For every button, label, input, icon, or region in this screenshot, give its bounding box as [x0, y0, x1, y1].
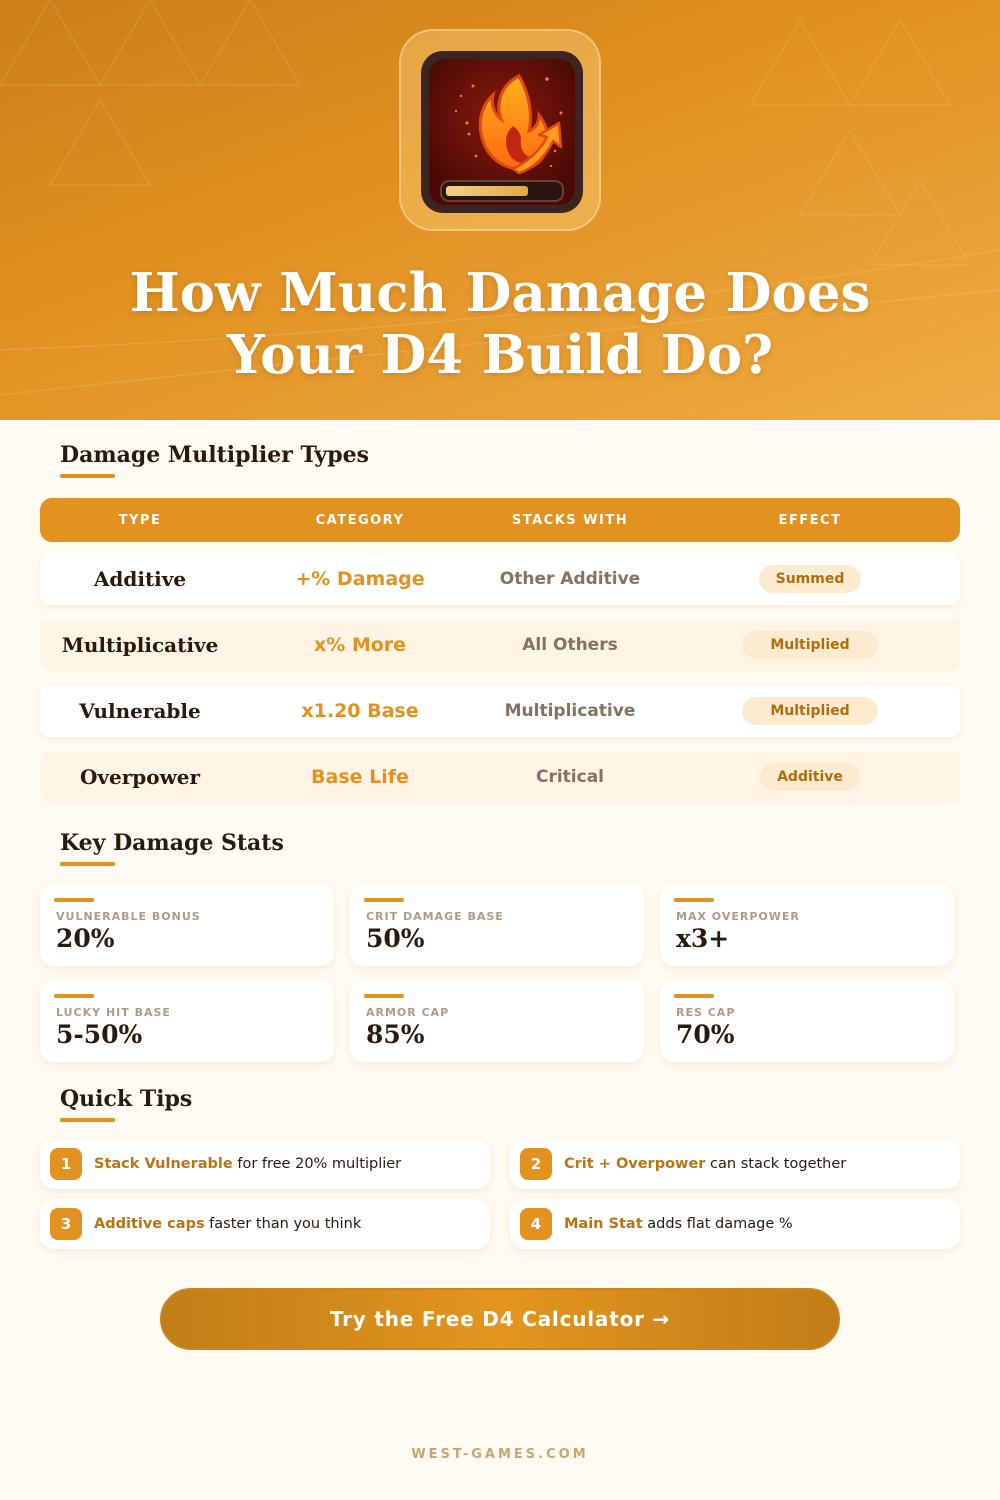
- stat-label: LUCKY HIT BASE: [56, 1006, 171, 1019]
- cell-effect: [660, 565, 960, 593]
- header-effect: EFFECT: [778, 512, 842, 528]
- cell-type: Vulnerable: [79, 699, 201, 723]
- stat-accent-bar: [54, 994, 94, 998]
- section-title-tips: Quick Tips: [60, 1086, 193, 1112]
- section-underline: [60, 862, 115, 866]
- stat-value: 70%: [676, 1020, 735, 1049]
- effect-badge: Summed: [759, 565, 862, 593]
- cell-stacks-with: Multiplicative: [504, 701, 636, 721]
- section-underline: [60, 1118, 115, 1122]
- stat-value: 50%: [366, 924, 425, 953]
- tip-body: adds flat damage %: [642, 1216, 793, 1232]
- tip-text: [564, 1156, 846, 1172]
- section-underline: [60, 474, 115, 478]
- stat-card: [40, 884, 334, 966]
- effect-badge: Additive: [760, 763, 860, 791]
- cell-effect: [660, 697, 960, 725]
- stat-card: [350, 884, 644, 966]
- tip-number: 2: [520, 1148, 552, 1180]
- app-logo: [399, 29, 601, 231]
- tip-highlight: Crit + Overpower: [564, 1156, 706, 1172]
- table-row: [40, 553, 960, 605]
- table-row: [40, 685, 960, 737]
- stat-value: 5-50%: [56, 1020, 143, 1049]
- table-row: [40, 619, 960, 671]
- cell-category: Base Life: [311, 766, 409, 788]
- cell-stacks-with: All Others: [522, 635, 618, 655]
- cell-type: Overpower: [79, 765, 201, 789]
- stat-value: 85%: [366, 1020, 425, 1049]
- stat-value: 20%: [56, 924, 115, 953]
- tip-text: [94, 1216, 361, 1232]
- tip-text: [94, 1156, 401, 1172]
- tip-number: 3: [50, 1208, 82, 1240]
- cell-stacks-with: Other Additive: [499, 569, 641, 589]
- tip-item: [40, 1199, 490, 1249]
- tip-item: [510, 1139, 960, 1189]
- cell-effect: [660, 763, 960, 791]
- stat-card: [40, 980, 334, 1062]
- hero-banner: [0, 0, 1000, 420]
- page-title: [0, 262, 1000, 386]
- stat-label: RES CAP: [676, 1006, 736, 1019]
- stat-accent-bar: [364, 994, 404, 998]
- title-line-2: Your D4 Build Do?: [226, 324, 774, 386]
- cell-type: Additive: [93, 567, 187, 591]
- stat-label: MAX OVERPOWER: [676, 910, 800, 923]
- tip-body: can stack together: [705, 1156, 847, 1172]
- tip-number: 1: [50, 1148, 82, 1180]
- table-header: [40, 498, 960, 542]
- tip-item: [40, 1139, 490, 1189]
- header-stacks-with: STACKS WITH: [511, 512, 629, 528]
- section-title-stats: Key Damage Stats: [60, 830, 284, 856]
- effect-badge: Multiplied: [742, 631, 877, 659]
- cell-category: +% Damage: [295, 568, 425, 590]
- cell-category: x1.20 Base: [301, 700, 419, 722]
- stat-accent-bar: [54, 898, 94, 902]
- cell-category: x% More: [313, 634, 407, 656]
- header-type: TYPE: [118, 512, 162, 528]
- cell-stacks-with: Critical: [535, 767, 605, 787]
- stat-card: [660, 884, 954, 966]
- tip-highlight: Stack Vulnerable: [94, 1156, 233, 1172]
- stat-label: VULNERABLE BONUS: [56, 910, 201, 923]
- tip-highlight: Additive caps: [94, 1216, 205, 1232]
- tip-text: [564, 1216, 793, 1232]
- fire-damage-icon: [401, 31, 603, 233]
- cell-effect: [660, 631, 960, 659]
- header-category: CATEGORY: [315, 512, 405, 528]
- section-title-multipliers: Damage Multiplier Types: [60, 442, 369, 468]
- stat-value: x3+: [676, 924, 730, 953]
- effect-badge: Multiplied: [742, 697, 877, 725]
- tip-highlight: Main Stat: [564, 1216, 643, 1232]
- stat-card: [350, 980, 644, 1062]
- tip-body: for free 20% multiplier: [232, 1156, 402, 1172]
- tip-number: 4: [520, 1208, 552, 1240]
- stat-accent-bar: [364, 898, 404, 902]
- title-line-1: How Much Damage Does: [129, 262, 871, 324]
- footer-site-link[interactable]: WEST-GAMES.COM: [411, 1447, 589, 1462]
- tip-body: faster than you think: [204, 1216, 362, 1232]
- tip-item: [510, 1199, 960, 1249]
- stat-label: ARMOR CAP: [366, 1006, 450, 1019]
- stat-accent-bar: [674, 994, 714, 998]
- table-row: [40, 751, 960, 803]
- stat-card: [660, 980, 954, 1062]
- cell-type: Multiplicative: [61, 633, 219, 657]
- stat-label: CRIT DAMAGE BASE: [366, 910, 504, 923]
- stat-accent-bar: [674, 898, 714, 902]
- calculator-cta-button[interactable]: Try the Free D4 Calculator →: [160, 1288, 840, 1350]
